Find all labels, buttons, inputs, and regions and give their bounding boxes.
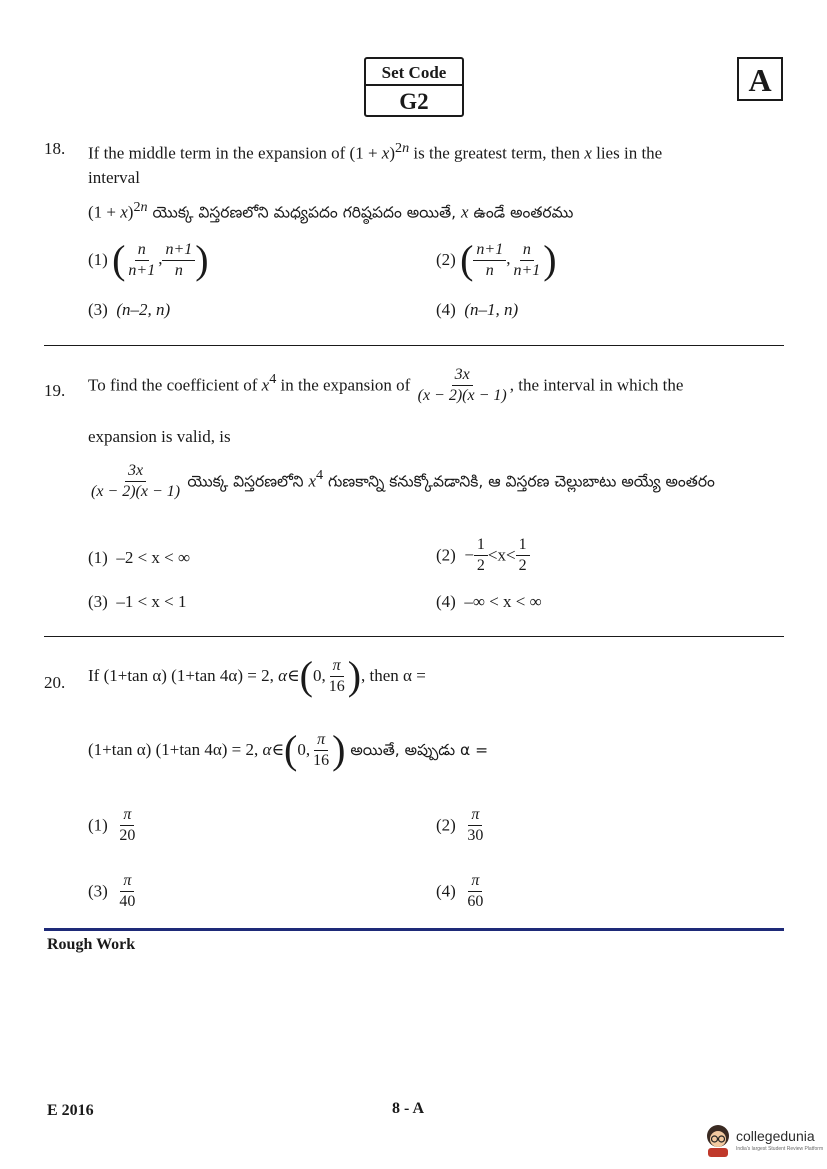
- question-19-telugu: $\frac{3x}{(x - 2)(x - 1)}$ యొక్క విస్తరణలోని $x^4$ గుణకాన్ని కనుక్కోవడానికి, ఆ విస్తరణ చెల్లుబాటు అయ్యే అంతరం: [91, 462, 715, 500]
- question-19-number: 19.: [44, 381, 66, 400]
- set-code-label: Set Code: [366, 59, 462, 86]
- rough-work-label: Rough Work: [47, 936, 136, 953]
- q20-option-3: (3) $\frac{\pi}{40}$: [88, 872, 136, 910]
- question-20-text: If (1+tan α) (1+tan 4α) = 2, α∈(0, $\frac{\pi}{16}$ ), then α =: [88, 653, 426, 698]
- q20-option-2: (2) $\frac{\pi}{30}$: [436, 806, 484, 844]
- question-19-text: To find the coefficient of $x^4$ in the expansion of $\frac{3x}{(x - 2)(x - 1)}$ , the interval in which the: [88, 366, 684, 404]
- footer-page-number: 8 - A: [392, 1100, 424, 1117]
- q18-option-1: (1) ( $\frac{n}{n+1}$ , $\frac{n+1}{n}$ ): [88, 237, 209, 282]
- divider: [44, 636, 784, 637]
- collegedunia-logo-icon: [702, 1122, 734, 1158]
- question-20-number: 20.: [44, 673, 66, 692]
- collegedunia-watermark: [700, 1118, 824, 1162]
- q18-option-3: (3) (n–2, n): [88, 300, 171, 319]
- set-letter-box: A: [737, 57, 783, 101]
- q18-option-4: (4) (n–1, n): [436, 300, 519, 319]
- set-code-box: [364, 57, 464, 117]
- q19-option-4: (4) –∞ < x < ∞: [436, 592, 542, 611]
- question-19-text-line2: expansion is valid, is: [88, 427, 231, 446]
- brand-name: collegedunia: [736, 1128, 815, 1144]
- q20-option-1: (1) $\frac{\pi}{20}$: [88, 806, 136, 844]
- rough-work-divider: [44, 928, 784, 931]
- q19-option-3: (3) –1 < x < 1: [88, 592, 187, 611]
- set-code-value: G2: [399, 89, 429, 114]
- divider: [44, 345, 784, 346]
- question-18-number: 18.: [44, 139, 66, 158]
- q20-option-4: (4) $\frac{\pi}{60}$: [436, 872, 484, 910]
- q19-option-2: (2) − $\frac{1}{2}$ <x< $\frac{1}{2}$: [436, 536, 530, 575]
- question-20-telugu: (1+tan α) (1+tan 4α) = 2, α∈(0, $\frac{\pi}{16}$ ) అయితే, అప్పుడు α =: [88, 727, 489, 772]
- question-18-telugu: $(1 + x)^{2n}$ యొక్క విస్తరణలోని మధ్యపదం గరిష్ఠపదం అయితే, x ఉండే అంతరము: [88, 199, 574, 222]
- q19-option-1: (1) –2 < x < ∞: [88, 548, 191, 567]
- q18-option-2: (2) ( $\frac{n+1}{n}$ , $\frac{n}{n+1}$ ): [436, 237, 557, 282]
- question-18-text: If the middle term in the expansion of $(1 + x)^{2n}$ is the greatest term, then x lies in the interval: [88, 140, 663, 187]
- brand-tagline: India's largest Student Review Platform: [736, 1146, 824, 1152]
- footer-exam-code: E 2016: [47, 1102, 94, 1119]
